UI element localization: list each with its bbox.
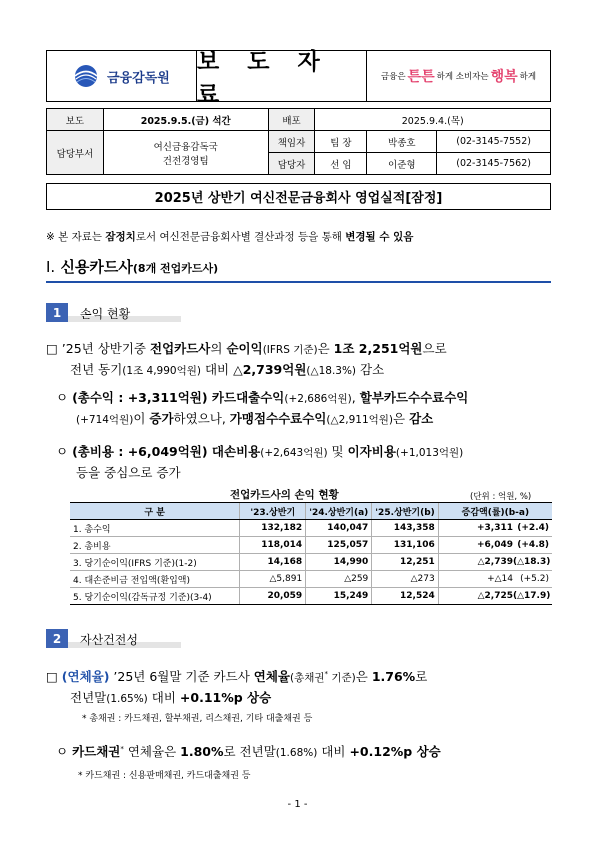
table-row: 2. 총비용 118,014 125,057 131,106 +6,049 (+4.8) — [70, 537, 552, 554]
press-release-header — [46, 49, 551, 108]
table-header: 구 분 — [70, 503, 240, 520]
staff-phone: (02-3145-7562) — [437, 153, 551, 175]
dept-label: 담당부서 — [47, 131, 104, 175]
table-header: '23.상반기 — [240, 503, 306, 520]
subheading-profit — [46, 303, 181, 322]
table-header: 증감액(률)(b-a) — [438, 503, 552, 520]
section-heading: Ⅰ. 신용카드사(8개 전업카드사) — [46, 258, 219, 276]
card-receivables-paragraph: ㅇ 카드채권* 연체율은 1.80%로 전년말(1.68%) 대비 +0.12%p 상승 — [56, 744, 441, 760]
slogan: 금융은 튼튼 하게 소비자는 행복 하게 — [380, 69, 537, 85]
profit-table — [70, 502, 552, 605]
subheading-title: 자산건전성 — [80, 633, 138, 647]
dist-label: 배포 — [268, 109, 315, 131]
table-header: '24.상반기(a) — [306, 503, 372, 520]
document-title: 2025년 상반기 여신전문금융회사 영업실적[잠정] — [46, 183, 551, 210]
subheading-number: 1 — [46, 303, 68, 322]
cost-paragraph: ㅇ (총비용 : +6,049억원) 대손비용(+2,643억원) 및 이자비용(+1,013억원) 등을 중심으로 증가 — [56, 444, 464, 480]
table-row: 1. 총수익 132,182 140,047 143,358 +3,311 (+2.4) — [70, 520, 552, 537]
manager-phone: (02-3145-7552) — [437, 131, 551, 153]
table-row: 5. 당기순이익(감독규정 기준)(3-4) 20,059 15,249 12,524 △2,725(△17.9) — [70, 588, 552, 605]
footnote-card-receivables: * 카드채권 : 신용판매채권, 카드대출채권 등 — [78, 771, 251, 781]
table-caption: 전업카드사의 손익 현황 — [230, 489, 339, 501]
manager-name: 박종호 — [367, 131, 437, 153]
fss-emblem-icon — [71, 63, 101, 89]
staff-title: 선 임 — [315, 153, 367, 175]
org-name: 금융감독원 — [107, 70, 170, 86]
fss-logo — [47, 51, 197, 101]
table-unit: (단위 : 억원, %) — [470, 492, 532, 502]
notice: ※ 본 자료는 잠정치로서 여신전문금융회사별 결산과정 등을 통해 변경될 수 있음 — [46, 231, 414, 243]
release-info-table — [46, 108, 551, 175]
table-row: 3. 당기순이익(IFRS 기준)(1-2) 14,168 14,990 12,251 △2,739(△18.3) — [70, 554, 552, 571]
section-rule — [46, 281, 551, 283]
release-date: 2025.9.5.(금) 석간 — [103, 109, 268, 131]
delinquency-paragraph: □ (연체율) ’25년 6월말 기준 카드사 연체율(총채권* 기준)은 1.76%로 전년말(1.65%) 대비 +0.11%p 상승 — [46, 669, 428, 706]
dist-date: 2025.9.4.(목) — [315, 109, 551, 131]
release-label: 보도 — [47, 109, 104, 131]
staff-name: 이준형 — [367, 153, 437, 175]
table-header: '25.상반기(b) — [372, 503, 438, 520]
footnote-total-receivables: * 총채권 : 카드채권, 할부채권, 리스채권, 기타 대출채권 등 — [82, 714, 313, 724]
subheading-number: 2 — [46, 629, 68, 648]
page-number: - 1 - — [287, 799, 308, 810]
table-row: 4. 대손준비금 전입액(환입액) △5,891 △259 △273 +△14 (+5.2) — [70, 571, 552, 588]
table-header-row — [70, 503, 552, 520]
subheading-soundness — [46, 629, 181, 648]
dept-value: 여신금융감독국 건전경영팀 — [103, 131, 268, 175]
revenue-paragraph: ㅇ (총수익 : +3,311억원) 카드대출수익(+2,686억원), 할부카드수수료수익 (+714억원)이 증가하였으나, 가맹점수수료수익(△2,911억원)은 감소 — [56, 390, 469, 426]
doc-type-title: 보 도 자 료 — [197, 51, 367, 101]
subheading-title: 손익 현황 — [80, 307, 131, 321]
manager-role: 책임자 — [268, 131, 315, 153]
manager-title: 팀 장 — [315, 131, 367, 153]
staff-role: 담당자 — [268, 153, 315, 175]
profit-paragraph: □ ’25년 상반기중 전업카드사의 순이익(IFRS 기준)은 1조 2,251억원으로 전년 동기(1조 4,990억원) 대비 △2,739억원(△18.3%) 감소 — [46, 341, 447, 377]
